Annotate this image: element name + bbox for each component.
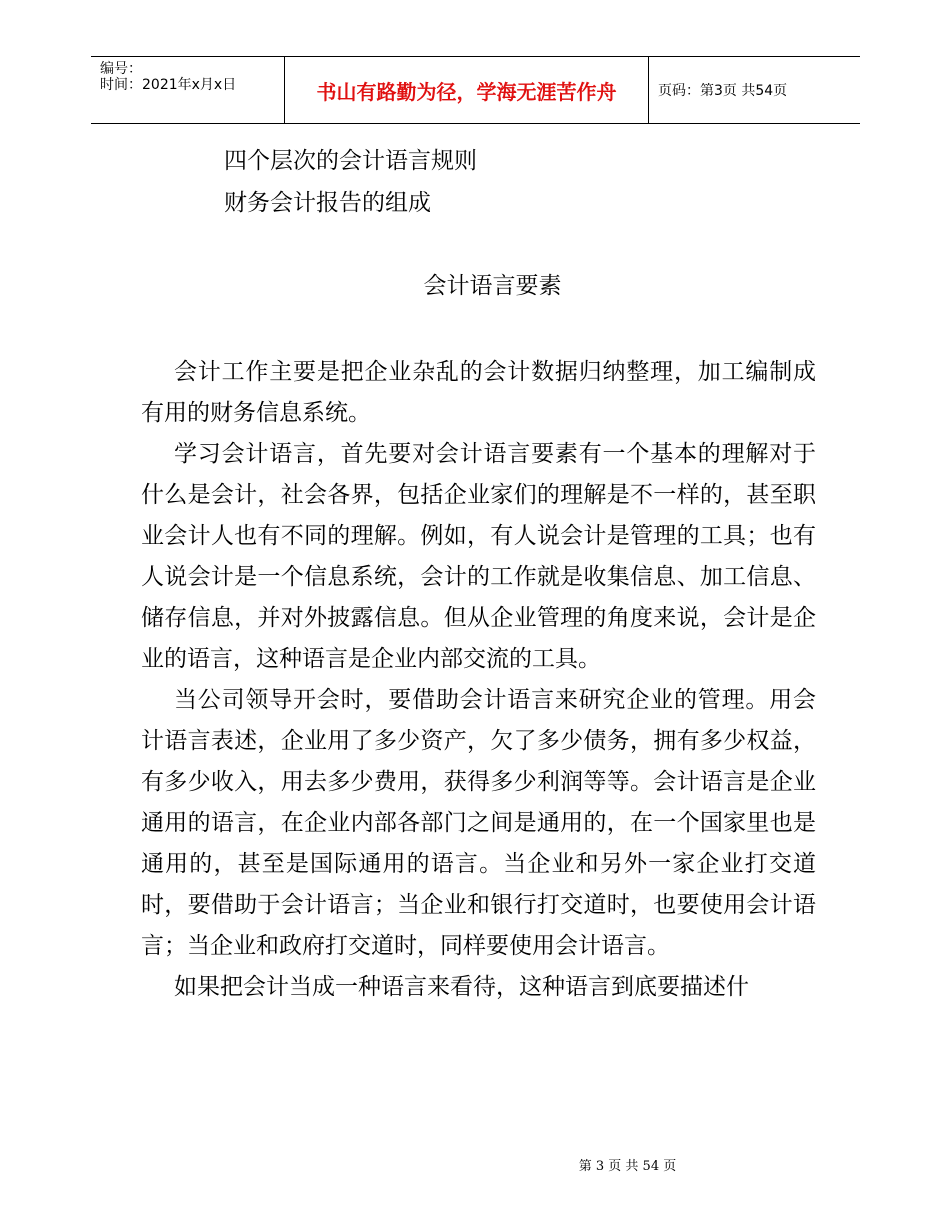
section-title: 会计语言要素: [423, 273, 562, 299]
paragraph: 会计工作主要是把企业杂乱的会计数据归纳整理，加工编制成有用的财务信息系统。: [141, 359, 816, 426]
page-header: [91, 56, 860, 124]
body-text: [141, 352, 816, 1008]
page-footer: 第 3 页 共 54 页: [578, 1159, 677, 1174]
paragraph: 学习会计语言，首先要对会计语言要素有一个基本的理解对于什么是会计，社会各界，包括企业家们的理解是不一样的，甚至职业会计人也有不同的理解。例如，有人说会计是管理的工具；也有人说会计是一个信息系统，会计的工作就是收集信息、加工信息、储存信息，并对外披露信息。但从企业管理的角度来说，会计是企业的语言，这种语言是企业内部交流的工具。: [141, 441, 816, 672]
toc-item: 财务会计报告的组成: [224, 190, 431, 216]
paragraph: 如果把会计当成一种语言来看待，这种语言到底要描述什: [174, 974, 749, 1000]
paragraph: 当公司领导开会时，要借助会计语言来研究企业的管理。用会计语言表述，企业用了多少资产，欠了多少债务，拥有多少权益，有多少收入，用去多少费用，获得多少利润等等。会计语言是企业通用的语言，在企业内部各部门之间是通用的，在一个国家里也是通用的，甚至是国际通用的语言。当企业和另外一家企业打交道时，要借助于会计语言；当企业和银行打交道时，也要使用会计语言；当企业和政府打交道时，同样要使用会计语言。: [141, 687, 816, 959]
document-time-label: 时间：2021年x月x日: [100, 77, 237, 93]
toc-list: [224, 140, 477, 224]
document-number-label: 编号：: [100, 61, 142, 77]
header-meta: [91, 57, 285, 123]
header-motto: 书山有路勤为径，学海无涯苦作舟: [285, 57, 649, 123]
toc-item: 四个层次的会计语言规则: [224, 148, 477, 174]
header-page-number: 页码：第3页 共54页: [658, 83, 788, 99]
